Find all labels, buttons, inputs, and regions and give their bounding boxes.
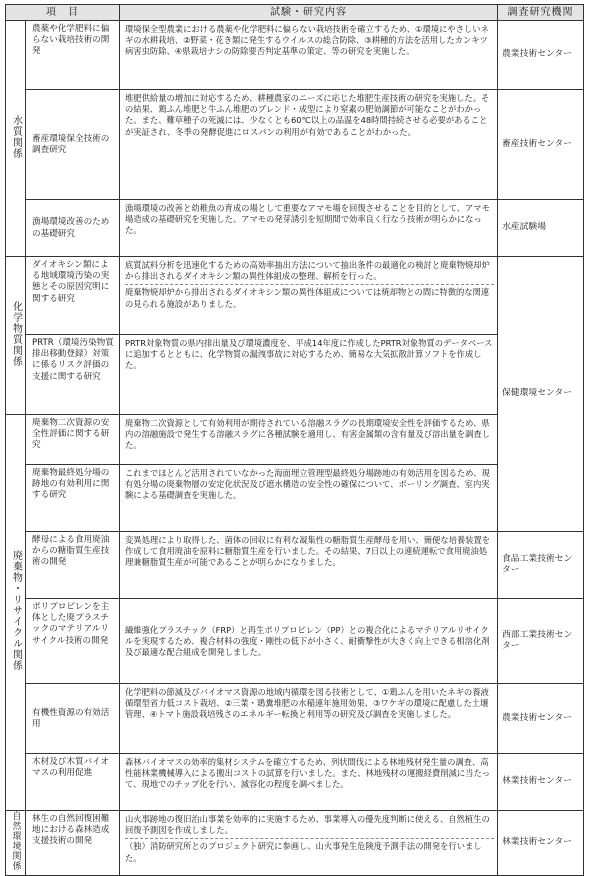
content-cell: 変異処理により取得した、菌体の回収に有利な凝集性の糖脂質生産酵母を用い、簡便な培養装置を作成して食用廃油を原料に糖脂質生産を行いました。その結果、7日以上の連続運転で食用廃油処理兼糖脂質生産が可能であることが明らかになりました。	[120, 532, 498, 599]
content-paragraph: 底質試料分析を迅速化するための高効率抽出方法について抽出条件の最適化の検討と廃棄物焼却炉から排出されるダイオキシン類の異性体組成の整理、解析を行った。	[125, 260, 490, 282]
research-table-page	[5, 4, 583, 871]
item-cell: 廃棄物最終処分場の跡地の有効利用に関する研究	[26, 465, 120, 532]
content-cell	[120, 257, 498, 335]
category-water	[6, 21, 26, 257]
org-cell: 林業技術センター	[498, 811, 584, 876]
header-org: 調査研究機関	[498, 5, 584, 21]
content-cell: 堆肥供給量の増加に対応するため、耕種農家のニーズに応じた堆肥生産技術の研究を実施した。その結果、鶏ふん堆肥と牛ふん堆肥のブレンド・成型により窒素の肥効調節が可能なことがわかった。また、難草種子の死滅には、少なくとも60℃以上の品温を48時間持続させる必要があることが実証され、冬季の発酵促進にロスパンの利用が有効であることがわかった。	[120, 90, 498, 200]
category-nature	[6, 811, 26, 876]
item-cell: 畜産環境保全技術の調査研究	[26, 90, 120, 200]
content-cell: これまでほとんど活用されていなかった海面埋立管理型最終処分場跡地の有効活用を図るため、現有処分場の廃棄物層の安定化状況及び遮水構造の安全性の確保について、ボーリング調査、室内実験による基礎調査を実施した。	[120, 465, 498, 532]
research-table	[5, 4, 584, 876]
content-paragraph: （独）消防研究所とのプロジェクト研究に参画し、山火事発生危険度予測手法の開発を行いました。	[125, 838, 494, 863]
table-row	[6, 811, 584, 876]
category-waste	[6, 415, 26, 811]
item-cell: ダイオキシン類による地域環境汚染の実態とその原因究明に関する研究	[26, 257, 120, 335]
content-paragraph: 廃棄物焼却炉から排出されるダイオキシン類の異性体組成については焼却物との間に特徴的な関連の見られる施設がありました。	[125, 284, 494, 309]
category-label: 自然環境関係	[10, 811, 21, 871]
table-row	[6, 21, 584, 90]
org-cell: 西部工業技術センター	[498, 599, 584, 684]
header-item: 項 目	[6, 5, 120, 21]
table-row	[6, 465, 584, 532]
content-cell: 環境保全型農業における農薬や化学肥料に偏らない栽培技術を確立するため、①環境にやさしいネギの水耕栽培、②野菜・花き類に発生するウイルスの総合防除、③耕種的方法を活用したカンキツ病害虫防除、④県栽培ナシの防除要否判定基準の策定、等の研究を実施した。	[120, 21, 498, 90]
table-header-row	[6, 5, 584, 21]
item-cell: 廃棄物二次資源の安全性評価に関する研究	[26, 415, 120, 465]
table-row	[6, 415, 584, 465]
table-row	[6, 200, 584, 257]
table-row	[6, 335, 584, 415]
item-cell: 漁場環境改善のための基礎研究	[26, 200, 120, 257]
content-cell: PRTR対象物質の県内排出量及び環境濃度を、平成14年度に作成したPRTR対象物質のデータベースに追加するとともに、化学物質の漏洩事故に対応するため、簡易な大気拡散計算ソフトを作成した。	[120, 335, 498, 415]
item-cell: 有機性資源の有効活用	[26, 684, 120, 754]
content-paragraph: 山火事跡地の復旧治山事業を効率的に実施するため、事業導入の優先度判断に使える、自然植生の回復予測図を作成しました。	[125, 814, 490, 836]
content-cell: 廃棄物二次資源として有効利用が期待されている溶融スラグの長期環境安全性を評価するため、県内の溶融施設で発生する溶融スラグに各種試験を適用し、有害金属類の含有量及び溶出量を調査した。	[120, 415, 498, 465]
org-cell: 林業技術センター	[498, 754, 584, 811]
content-cell	[120, 811, 498, 876]
table-row	[6, 532, 584, 599]
table-row	[6, 257, 584, 335]
category-label: 化学物質関係	[10, 300, 22, 367]
content-cell: 森林バイオマスの効率的集材システムを確立するため、列状間伐による林地残材発生量の調査、高性能林業機械導入による搬出コストの試算を行いました。また、林地残材の運搬経費削減に当たって、現地でのチップ化を行い、減容化の程度を調べました。	[120, 754, 498, 811]
item-cell: 農薬や化学肥料に偏らない栽培技術の開発	[26, 21, 120, 90]
category-label: 廃棄物・リサイクル関係	[10, 550, 22, 671]
item-cell: 木材及び木質バイオマスの利用促進	[26, 754, 120, 811]
org-cell: 保健環境センター	[498, 257, 584, 532]
table-row	[6, 90, 584, 200]
header-content: 試験・研究内容	[120, 5, 498, 21]
org-cell: 水産試験場	[498, 200, 584, 257]
item-cell: 林生の自然回復困難地における森林造成支援技術の開発	[26, 811, 120, 876]
content-cell: 繊維強化プラスチック（FRP）と再生ポリプロピレン（PP）との複合化によるマテリアルリサイクルを実現するため、複合材料の強度・剛性の低下が小さく、耐衝撃性が大きく向上できる相溶化剤及び最適な配合組成を開発しました。	[120, 599, 498, 684]
table-row	[6, 754, 584, 811]
item-cell: ポリプロピレンを主体とした廃プラスチックのマテリアルリサイクル技術の開発	[26, 599, 120, 684]
table-row	[6, 684, 584, 754]
org-cell: 農業技術センター	[498, 21, 584, 90]
org-cell: 食品工業技術センター	[498, 532, 584, 599]
content-cell: 化学肥料の節減及びバイオマス資源の地域内循環を図る技術として、①鶏ふんを用いたネギの養液循環型省力低コスト栽培、②三業・鶏糞堆肥の水稲連年施用効果、③ワケギの環境に配慮した土壌管理、④トマト施設栽培残さのエネルギー転換と利用等の研究及び調査を実施しました。	[120, 684, 498, 754]
content-cell: 漁場環境の改善と幼稚魚の育成の場として重要なアマモ場を回復させることを目的として、アマモ場造成の基礎研究を実施した。アマモの発芽誘引を短期間で効率良く行なう技術が明らかになった。	[120, 200, 498, 257]
table-row	[6, 599, 584, 684]
category-label: 水質関係	[10, 114, 22, 159]
item-cell: PRTR（環境汚染物質排出移動登録）対策に係るリスク評価の支援に関する研究	[26, 335, 120, 415]
org-cell: 畜産技術センター	[498, 90, 584, 200]
item-cell: 酵母による食用廃油からの糖脂質生産技術の開発	[26, 532, 120, 599]
category-chem	[6, 257, 26, 415]
org-cell: 農業技術センター	[498, 684, 584, 754]
